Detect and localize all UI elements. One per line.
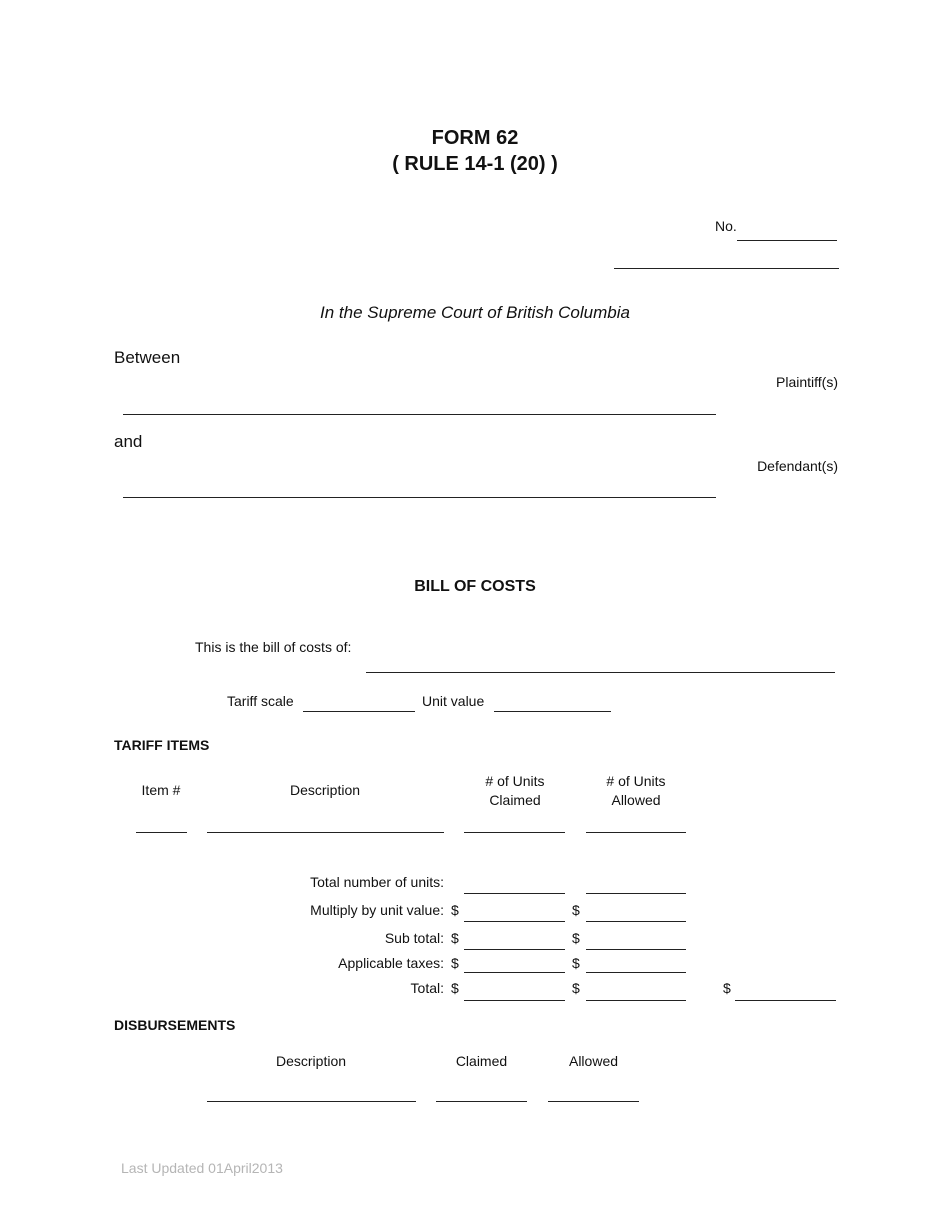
currency-symbol: $ — [572, 955, 580, 971]
disbursement-description-header: Description — [275, 1053, 347, 1069]
total-claimed-field[interactable] — [464, 1000, 565, 1001]
currency-symbol: $ — [451, 980, 459, 996]
taxes-label: Applicable taxes: — [338, 955, 444, 971]
between-label: Between — [114, 348, 181, 367]
rule-reference: ( RULE 14-1 (20) ) — [392, 153, 558, 175]
form-title: FORM 62 — [431, 127, 519, 149]
file-number-field[interactable] — [737, 240, 837, 241]
disbursements-heading: DISBURSEMENTS — [114, 1017, 236, 1033]
multiply-label: Multiply by unit value: — [310, 902, 444, 918]
multiply-allowed-field[interactable] — [586, 921, 686, 922]
total-units-allowed-field[interactable] — [586, 893, 686, 894]
currency-symbol: $ — [451, 955, 459, 971]
description-header: Description — [289, 782, 361, 798]
defendant-name-field[interactable] — [123, 497, 716, 498]
tariff-items-heading: TARIFF ITEMS — [114, 737, 210, 753]
registry-field[interactable] — [614, 268, 839, 269]
bill-title: BILL OF COSTS — [414, 578, 536, 595]
grand-total-field[interactable] — [735, 1000, 836, 1001]
unit-value-label: Unit value — [422, 693, 485, 709]
last-updated-footer: Last Updated 01April2013 — [121, 1160, 283, 1176]
total-units-claimed-field[interactable] — [464, 893, 565, 894]
subtotal-claimed-field[interactable] — [464, 949, 565, 950]
and-label: and — [114, 432, 143, 451]
bill-of-label: This is the bill of costs of: — [195, 639, 352, 655]
disbursement-claimed-header: Claimed — [455, 1053, 508, 1069]
currency-symbol: $ — [572, 902, 580, 918]
currency-symbol: $ — [451, 902, 459, 918]
unit-value-field[interactable] — [494, 711, 611, 712]
bill-of-party-field[interactable] — [366, 672, 835, 673]
tariff-scale-label: Tariff scale — [227, 693, 294, 709]
taxes-allowed-field[interactable] — [586, 972, 686, 973]
file-number-label: No. — [715, 218, 737, 234]
disbursement-description-field[interactable] — [207, 1101, 416, 1102]
defendant-label: Defendant(s) — [757, 458, 838, 474]
currency-symbol: $ — [723, 980, 731, 996]
currency-symbol: $ — [451, 930, 459, 946]
currency-symbol: $ — [572, 930, 580, 946]
units-allowed-field[interactable] — [586, 832, 686, 833]
units-allowed-header: # of Units Allowed — [606, 773, 666, 808]
taxes-claimed-field[interactable] — [464, 972, 565, 973]
units-claimed-field[interactable] — [464, 832, 565, 833]
disbursement-allowed-field[interactable] — [548, 1101, 639, 1102]
subtotal-allowed-field[interactable] — [586, 949, 686, 950]
item-description-field[interactable] — [207, 832, 444, 833]
disbursement-claimed-field[interactable] — [436, 1101, 527, 1102]
item-number-header: Item # — [141, 782, 181, 798]
units-claimed-header: # of Units Claimed — [485, 773, 545, 808]
item-number-field[interactable] — [136, 832, 187, 833]
plaintiff-name-field[interactable] — [123, 414, 716, 415]
currency-symbol: $ — [572, 980, 580, 996]
tariff-scale-field[interactable] — [303, 711, 415, 712]
total-allowed-field[interactable] — [586, 1000, 686, 1001]
court-name: In the Supreme Court of British Columbia — [320, 303, 630, 322]
disbursement-allowed-header: Allowed — [568, 1053, 619, 1069]
total-label: Total: — [410, 980, 444, 996]
plaintiff-label: Plaintiff(s) — [776, 374, 838, 390]
total-units-label: Total number of units: — [310, 874, 444, 890]
multiply-claimed-field[interactable] — [464, 921, 565, 922]
subtotal-label: Sub total: — [384, 930, 444, 946]
